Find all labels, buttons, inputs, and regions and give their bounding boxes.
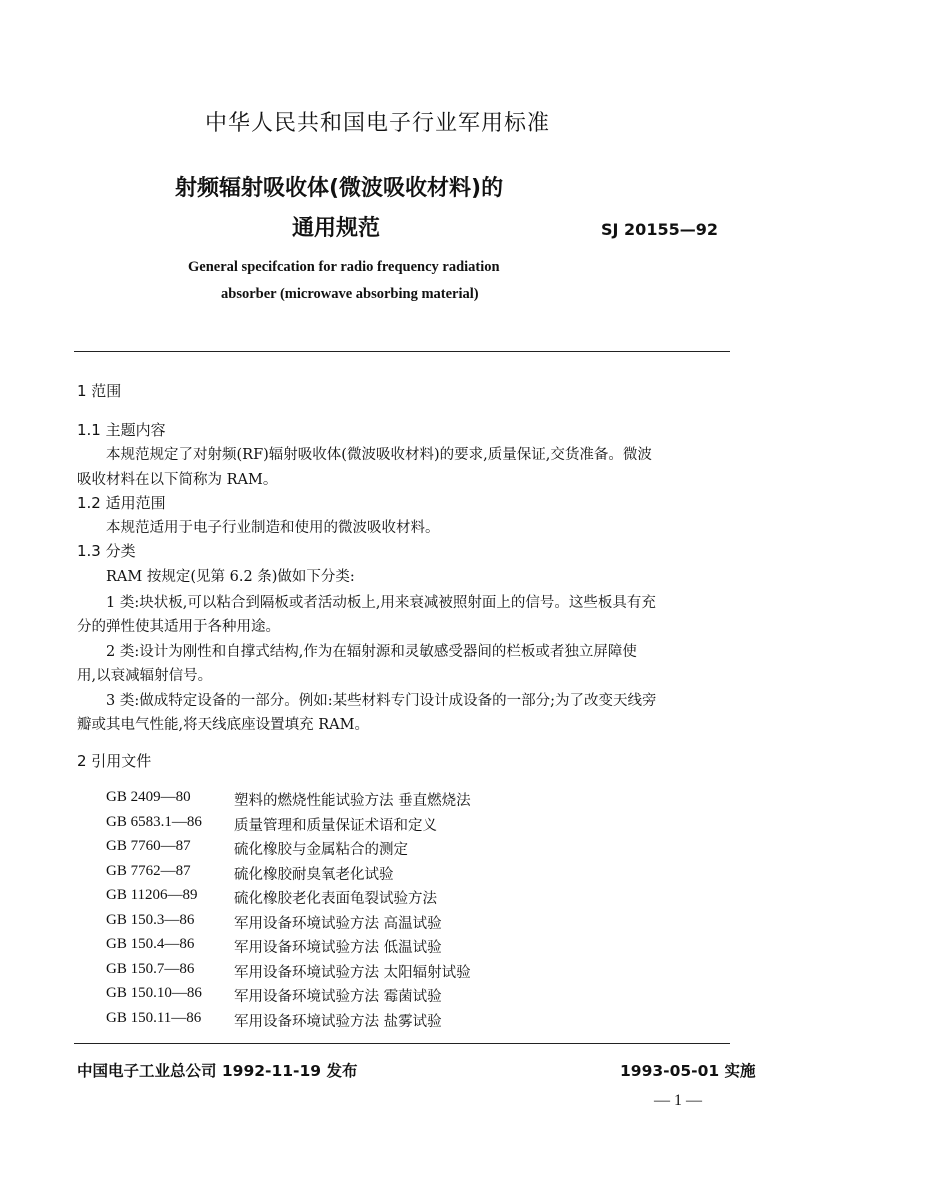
reference-title: 硫化橡胶老化表面龟裂试验方法 [234,891,437,907]
header-divider [74,351,730,352]
reference-code: GB 7762—87 [106,863,191,879]
document-title-line2: 通用规范 [292,216,381,241]
reference-code: GB 7760—87 [106,838,191,854]
reference-code: GB 150.10—86 [106,985,202,1001]
english-title-line2: absorber (microwave absorbing material) [221,286,479,302]
reference-code: GB 150.4—86 [106,936,195,952]
class-2-text-line2: 用,以衰减辐射信号。 [77,668,213,684]
section-1-2-text: 本规范适用于电子行业制造和使用的微波吸收材料。 [106,520,440,536]
footer-divider [74,1043,730,1044]
section-2-heading: 2 引用文件 [77,752,152,770]
effective-date: 1993-05-01 实施 [620,1062,756,1080]
reference-code: GB 150.11—86 [106,1010,202,1026]
reference-title: 塑料的燃烧性能试验方法 垂直燃烧法 [234,793,471,809]
reference-title: 硫化橡胶耐臭氧老化试验 [234,867,394,883]
section-1-1-text-line2: 吸收材料在以下简称为 RAM。 [77,472,278,488]
reference-title: 军用设备环境试验方法 太阳辐射试验 [234,965,471,981]
reference-title: 军用设备环境试验方法 盐雾试验 [234,1014,442,1030]
reference-title: 硫化橡胶与金属粘合的测定 [234,842,408,858]
reference-code: GB 2409—80 [106,789,191,805]
page-number: — 1 — [654,1092,702,1109]
class-1-text-line2: 分的弹性使其适用于各种用途。 [77,619,280,635]
document-title-line1: 射频辐射吸收体(微波吸收材料)的 [175,176,504,201]
english-title-line1: General specifcation for radio frequency radiation [188,259,500,275]
reference-title: 军用设备环境试验方法 霉菌试验 [234,989,442,1005]
class-2-text-line1: 2 类:设计为刚性和自撑式结构,作为在辐射源和灵敏感受器间的栏板或者独立屏障使 [106,644,637,660]
reference-code: GB 11206—89 [106,887,198,903]
reference-title: 质量管理和质量保证术语和定义 [234,818,437,834]
reference-code: GB 150.3—86 [106,912,195,928]
section-1-3-intro: RAM 按规定(见第 6.2 条)做如下分类: [106,569,355,585]
section-1-1-heading: 1.1 主题内容 [77,421,166,439]
class-3-text-line2: 瓣或其电气性能,将天线底座设置填充 RAM。 [77,717,369,733]
standard-number: SJ 20155—92 [601,220,718,239]
reference-title: 军用设备环境试验方法 高温试验 [234,916,442,932]
issuer-heading: 中华人民共和国电子行业军用标准 [205,111,551,136]
publish-date: 中国电子工业总公司 1992-11-19 发布 [77,1062,358,1080]
section-1-3-heading: 1.3 分类 [77,542,136,560]
class-1-text-line1: 1 类:块状板,可以粘合到隔板或者活动板上,用来衰减被照射面上的信号。这些板具有充 [106,595,656,611]
class-3-text-line1: 3 类:做成特定设备的一部分。例如:某些材料专门设计成设备的一部分;为了改变天线旁 [106,693,657,709]
section-1-2-heading: 1.2 适用范围 [77,494,166,512]
section-1-heading: 1 范围 [77,382,122,400]
reference-code: GB 6583.1—86 [106,814,202,830]
reference-title: 军用设备环境试验方法 低温试验 [234,940,442,956]
reference-code: GB 150.7—86 [106,961,195,977]
section-1-1-text-line1: 本规范规定了对射频(RF)辐射吸收体(微波吸收材料)的要求,质量保证,交货准备。微波 [106,447,652,463]
